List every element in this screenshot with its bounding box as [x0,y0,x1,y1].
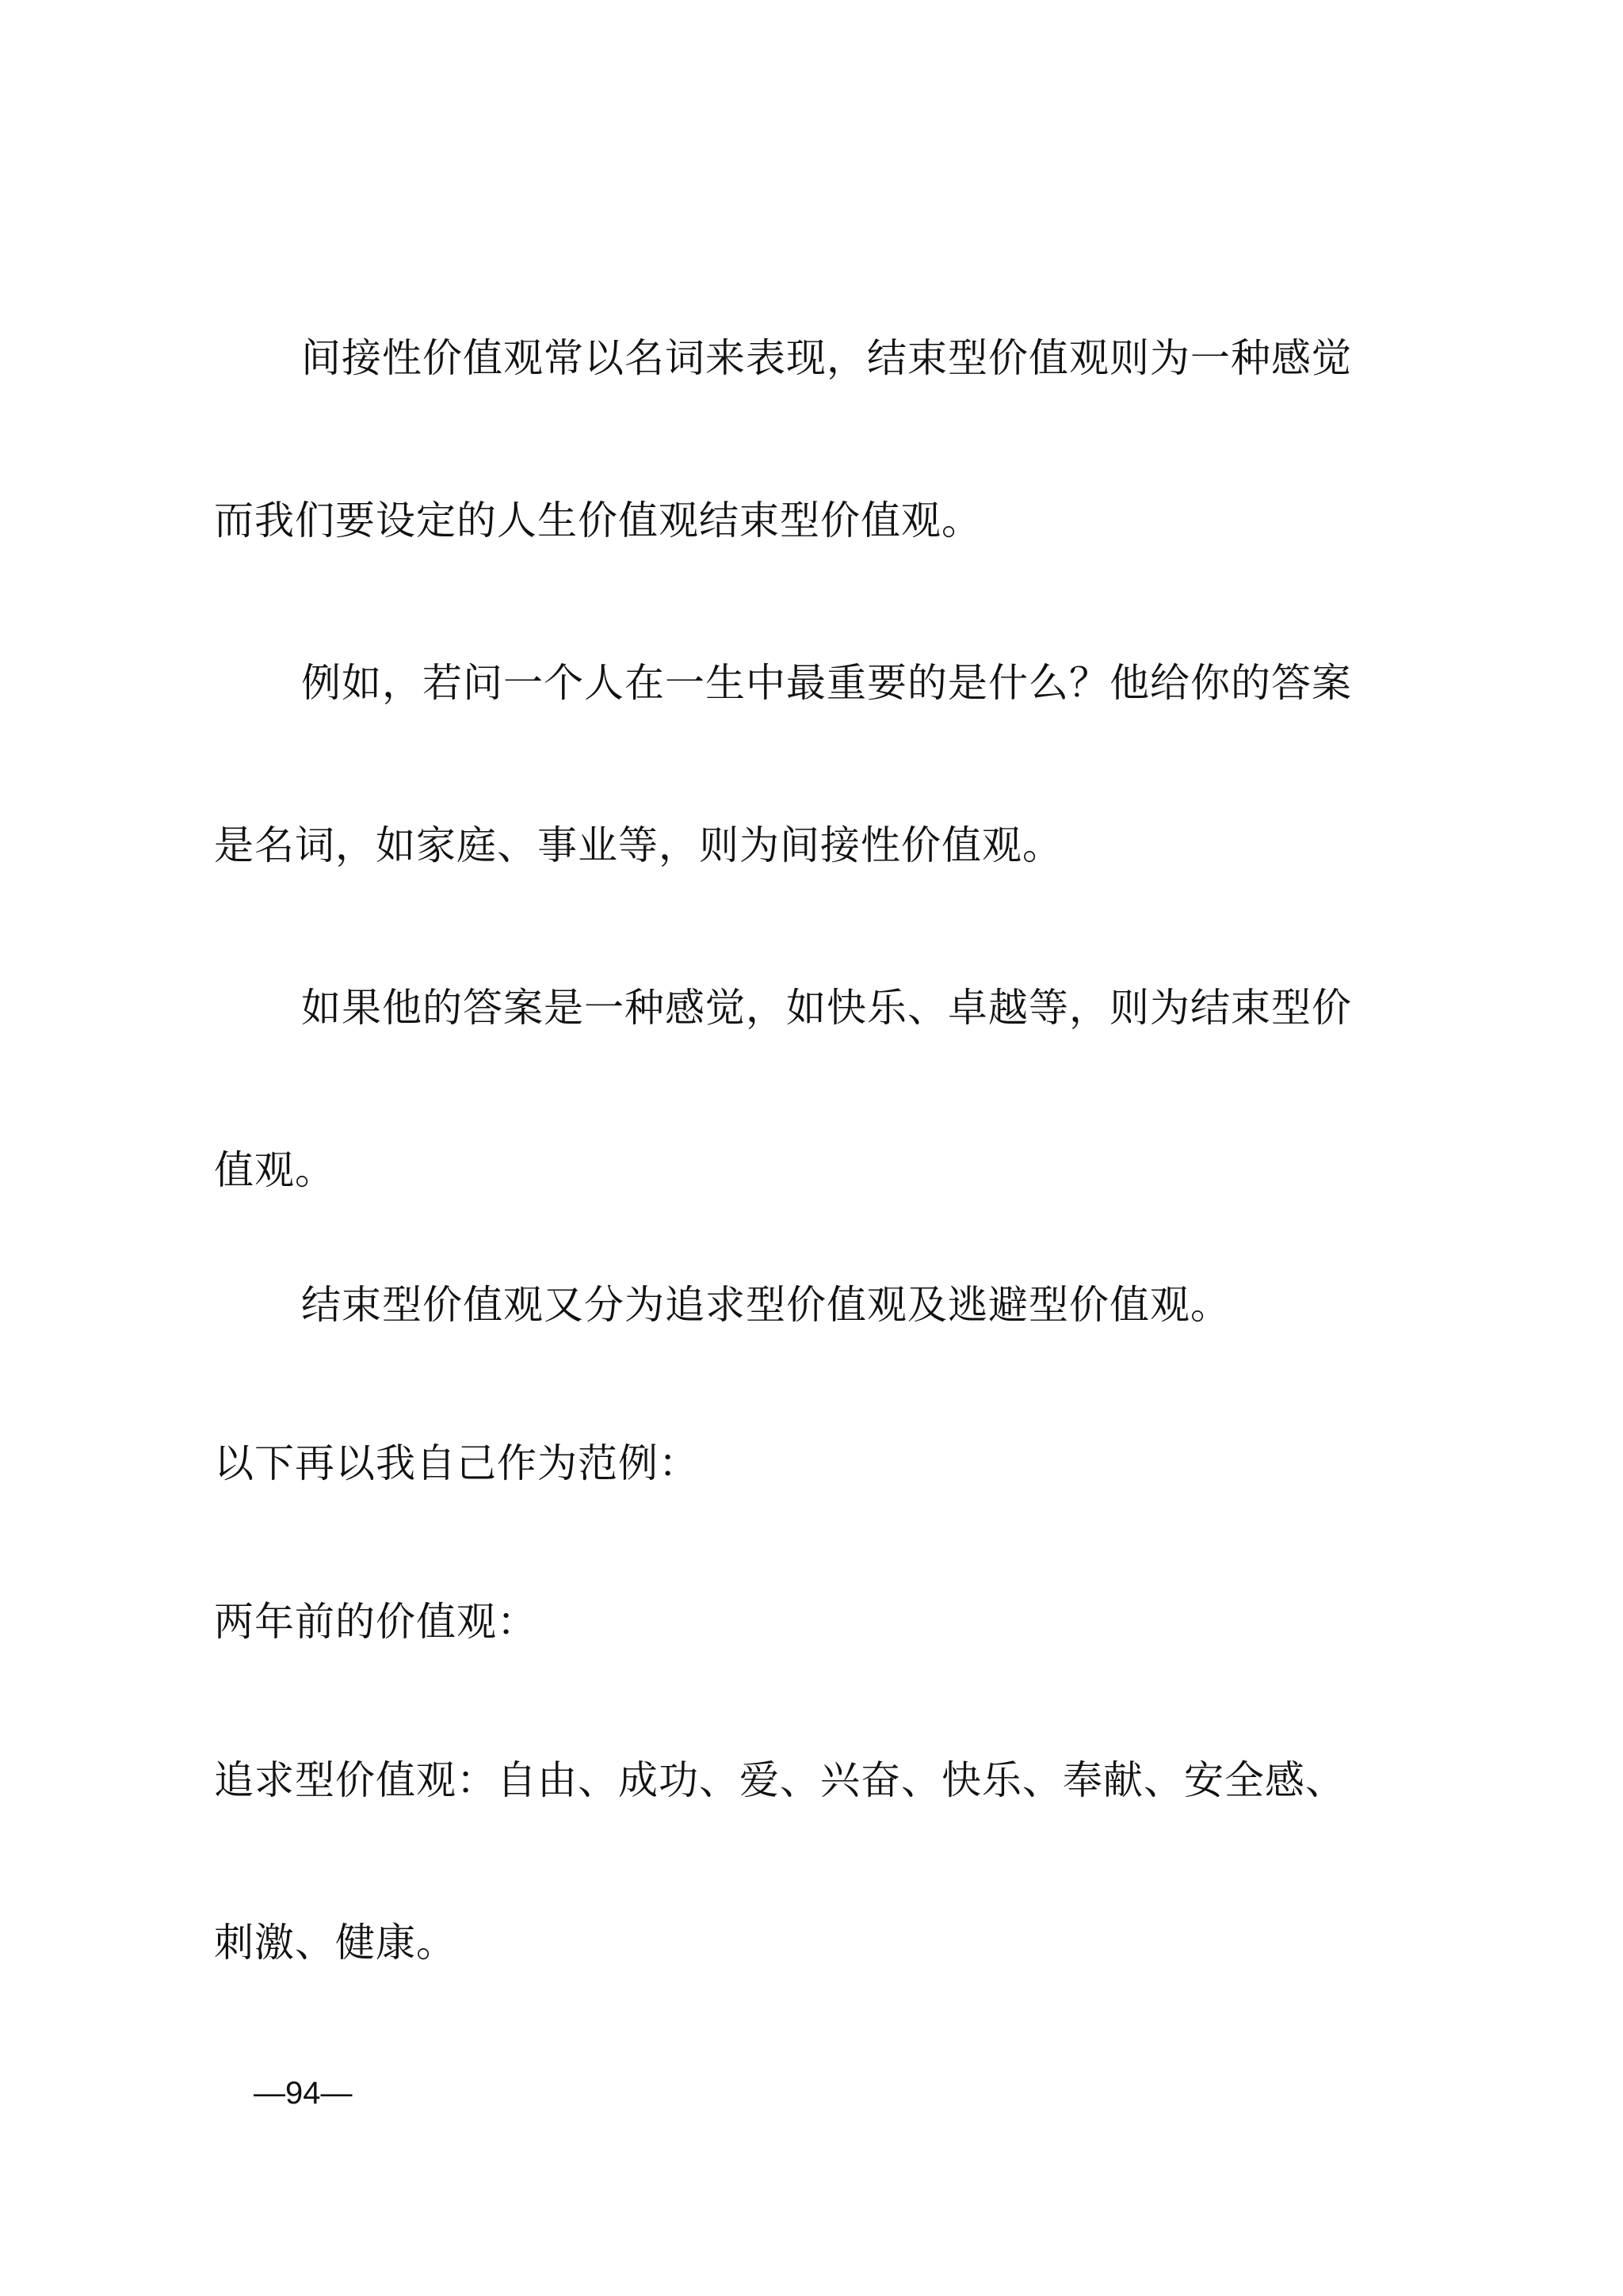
paragraph-line-10: 追求型价值观：自由、成功、爱、兴奋、快乐、奉献、安全感、 [214,1757,1346,1803]
paragraph-line-8: 以下再以我自己作为范例： [214,1440,699,1486]
paragraph-line-2: 而我们要设定的人生价值观结束型价值观。 [214,498,982,543]
paragraph-line-4: 是名词，如家庭、事业等，则为间接性价值观。 [214,822,1063,868]
paragraph-line-7: 结束型价值观又分为追求型价值观及逃避型价值观。 [301,1282,1231,1328]
paragraph-line-1: 间接性价值观常以名词来表现，结束型价值观则为一种感觉 [301,335,1352,381]
paragraph-line-5: 如果他的答案是一种感觉，如快乐、卓越等，则为结束型价 [301,985,1352,1031]
page-number: —94— [254,2076,353,2111]
paragraph-line-3: 例如，若问一个人在一生中最重要的是什么？他给你的答案 [301,660,1352,706]
paragraph-line-11: 刺激、健康。 [214,1920,456,1966]
paragraph-line-6: 值观。 [214,1147,335,1193]
paragraph-line-9: 两年前的价值观： [214,1599,537,1645]
